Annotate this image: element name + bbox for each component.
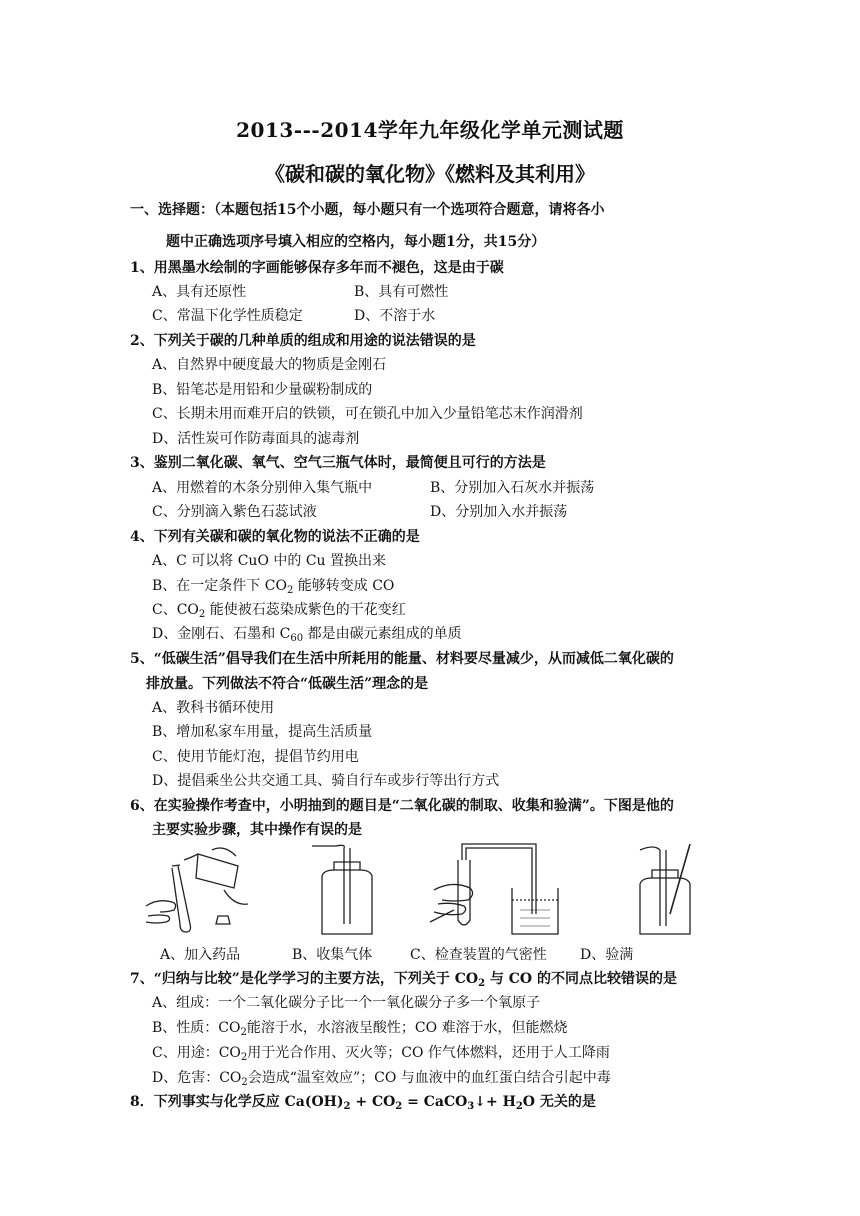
q1-option-c: C、常温下化学性质稳定 (152, 308, 303, 324)
question-2: 2、下列关于碳的几种单质的组成和用途的说法错误的是 (130, 333, 476, 349)
question-6-cont: 主要实验步骤，其中操作有误的是 (152, 822, 362, 838)
q3-option-a: A、用燃着的木条分别伸入集气瓶中 (152, 480, 373, 496)
q7-option-d: D、危害：$CO_2$会造成“温室效应”；CO 与血液中的血红蛋白结合引起中毒 (152, 1070, 611, 1088)
q7-option-a: A、组成：一个二氧化碳分子比一个一氧化碳分子多一个氧原子 (152, 995, 541, 1011)
q2-option-a: A、自然界中硬度最大的物质是金刚石 (152, 357, 387, 373)
q4-option-d: D、金刚石、石墨和 $C_{60}$ 都是由碳元素组成的单质 (152, 626, 462, 644)
question-1: 1、用黑墨水绘制的字画能够保存多年而不褪色，这是由于碳 (130, 260, 504, 276)
page-title: 2013---2014学年九年级化学单元测试题 (236, 118, 624, 142)
q5-option-a: A、教科书循环使用 (152, 700, 275, 716)
figure-check-airtightness (424, 840, 574, 940)
q1-option-b: B、具有可燃性 (354, 284, 449, 300)
q4-option-a: A、C 可以将 CuO 中的 Cu 置换出来 (152, 553, 387, 569)
figure-add-reagent (138, 846, 258, 938)
q6-option-d: D、验满 (580, 947, 634, 963)
q4-option-c: C、$CO_2$ 能使被石蕊染成紫色的干花变红 (152, 602, 406, 620)
question-5: 5、“低碳生活”倡导我们在生活中所耗用的能量、材料要尽量减少，从而减低二氧化碳的 (130, 651, 674, 667)
q6-option-a: A、加入药品 (160, 947, 241, 963)
question-6: 6、在实验操作考查中，小明抽到的题目是“二氧化碳的制取、收集和验满”。下图是他的 (130, 798, 674, 814)
q2-option-b: B、铅笔芯是用铅和少量碳粉制成的 (152, 382, 373, 398)
q3-option-b: B、分别加入石灰水并振荡 (430, 480, 595, 496)
q3-option-d: D、分别加入水并振荡 (430, 504, 568, 520)
q6-option-c: C、检查装置的气密性 (410, 947, 547, 963)
question-5-cont: 排放量。下列做法不符合“低碳生活”理念的是 (146, 676, 429, 692)
figure-collect-gas (312, 844, 382, 940)
q2-option-c: C、长期未用而难开启的铁锁，可在锁孔中加入少量铅笔芯末作润滑剂 (152, 406, 583, 422)
q4-option-b: B、在一定条件下 $CO_2$ 能够转变成 CO (152, 578, 395, 596)
question-3: 3、鉴别二氧化碳、氧气、空气三瓶气体时，最简便且可行的方法是 (130, 455, 546, 471)
question-7: 7、“归纳与比较”是化学学习的主要方法，下列关于 $CO_2$ 与 CO 的不同点比较错误的是 (130, 971, 677, 989)
section-heading-cont: 题中正确选项序号填入相应的空格内，每小题1分，共15分） (166, 234, 546, 250)
q2-option-d: D、活性炭可作防毒面具的滤毒剂 (152, 431, 360, 447)
q5-option-d: D、提倡乘坐公共交通工具、骑自行车或步行等出行方式 (152, 773, 500, 789)
section-heading: 一、选择题：（本题包括15个小题，每小题只有一个选项符合题意，请将各小 (130, 202, 605, 218)
q1-option-d: D、不溶于水 (354, 308, 436, 324)
q7-option-c: C、用途：$CO_2$用于光合作用、灭火等；CO 作气体燃料，还用于人工降雨 (152, 1045, 610, 1063)
q1-option-a: A、具有还原性 (152, 284, 247, 300)
figure-verify-full (630, 844, 700, 940)
q5-option-b: B、增加私家车用量，提高生活质量 (152, 724, 373, 740)
q7-option-b: B、性质：$CO_2$能溶于水，水溶液呈酸性；CO 难溶于水，但能燃烧 (152, 1020, 568, 1038)
q6-option-b: B、收集气体 (292, 947, 373, 963)
q5-option-c: C、使用节能灯泡，提倡节约用电 (152, 749, 359, 765)
page-subtitle: 《碳和碳的氧化物》《燃料及其利用》 (265, 162, 595, 186)
q3-option-c: C、分别滴入紫色石蕊试液 (152, 504, 317, 520)
question-8: 8．下列事实与化学反应 $Ca(OH)_2 + CO_2$ = CaCO$_3$↓+ $H_2O$ 无关的是 (130, 1094, 596, 1112)
question-4: 4、下列有关碳和碳的氧化物的说法不正确的是 (130, 529, 420, 545)
